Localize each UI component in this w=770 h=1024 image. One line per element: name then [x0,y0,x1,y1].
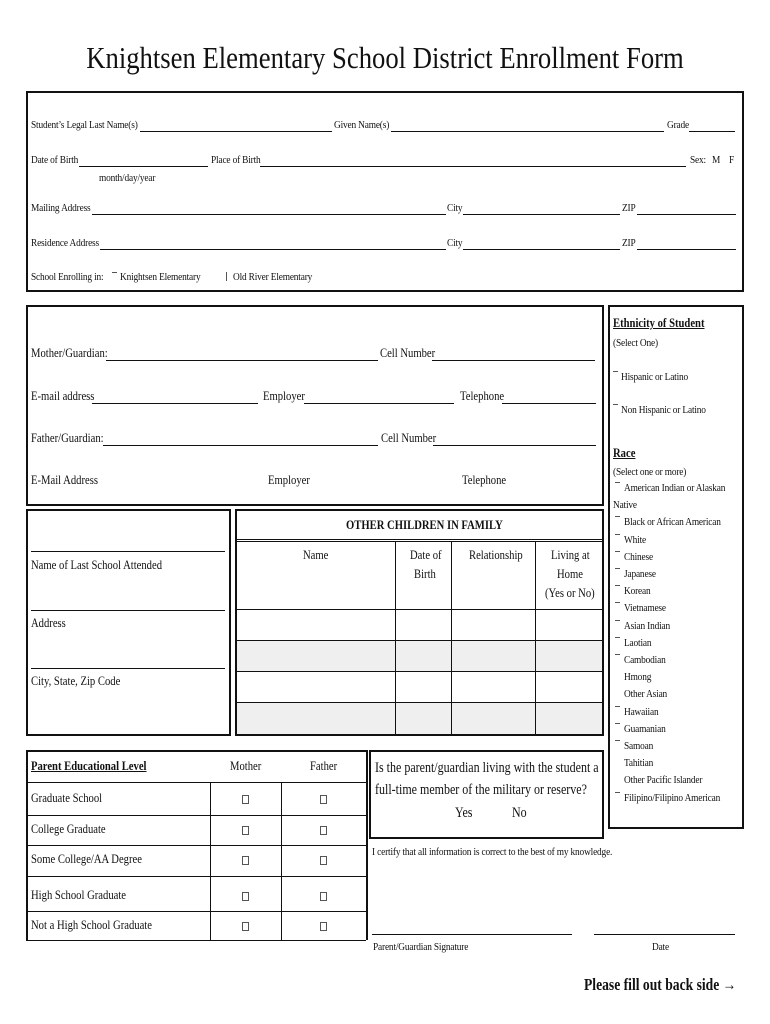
father-field[interactable] [103,445,378,446]
last-name-field[interactable] [140,131,332,132]
page-title: Knightsen Elementary School District Enrollment Form [86,40,684,75]
education-father-col: Father [310,759,338,773]
race-option-checkbox[interactable] [615,792,620,795]
arrow-right-icon: → [722,975,737,994]
education-heading: Parent Educational Level [31,759,147,773]
race-option-label: Samoan [624,740,654,752]
education-row-label: College Graduate [31,822,106,836]
father-label: Father/Guardian: [31,431,104,445]
given-name-field[interactable] [391,131,664,132]
mother-cell-field[interactable] [432,360,595,361]
children-row-shade [237,703,602,734]
residence-zip-label: ZIP [622,237,636,249]
military-question-2: full-time member of the military or reserve? [375,782,587,798]
footer-note [584,975,736,995]
mailing-zip-label: ZIP [622,202,636,214]
race-option-checkbox[interactable] [615,568,620,571]
ethnicity-option-checkbox[interactable] [613,371,618,374]
education-mother-checkbox[interactable] [242,922,249,931]
mother-field[interactable] [106,360,378,361]
mailing-address-field[interactable] [92,214,446,215]
race-option-label: Other Pacific Islander [624,774,703,787]
education-father-checkbox[interactable] [320,892,327,901]
race-option-label: Laotian [624,636,652,649]
pob-field[interactable] [260,166,686,167]
father-cell-label: Cell Number [381,431,437,445]
signature-field[interactable] [372,934,572,935]
email2-label: E-Mail Address [31,473,98,487]
sex-option-f[interactable]: F [729,154,735,166]
pob-label: Place of Birth [211,154,261,166]
race-option-label: Tahitian [624,757,654,770]
race-option-checkbox[interactable] [615,654,620,657]
residence-address-field[interactable] [100,249,446,250]
race-option-checkbox[interactable] [615,585,620,588]
dob-field[interactable] [79,166,208,167]
race-option-label: Other Asian [624,688,668,701]
school-option-oldriver-checkbox[interactable] [226,272,230,281]
education-father-checkbox[interactable] [320,795,327,804]
dob-hint: month/day/year [99,172,156,184]
school-csz-label: City, State, Zip Code [31,674,121,688]
education-row-label: High School Graduate [31,888,127,902]
residence-city-label: City [447,237,463,249]
education-father-checkbox[interactable] [320,856,327,865]
race-option-label: American Indian or Alaskan [624,482,726,494]
race-heading: Race [613,446,636,460]
military-no-option[interactable]: No [512,805,527,821]
race-option-label: Japanese [624,568,656,580]
grade-field[interactable] [689,131,735,132]
ethnicity-hint: (Select One) [613,337,658,349]
last-name-label: Student’s Legal Last Name(s) [31,119,138,131]
ethnicity-heading: Ethnicity of Student [613,316,705,330]
education-mother-checkbox[interactable] [242,795,249,804]
mailing-address-label: Mailing Address [31,202,91,214]
education-row-label: Not a High School Graduate [31,918,152,932]
employer2-label: Employer [268,473,310,487]
race-option-checkbox[interactable] [615,740,620,743]
date-field[interactable] [594,934,735,935]
race-option-checkbox[interactable] [615,723,620,726]
school-option-knightsen-checkbox[interactable] [112,272,117,275]
ethnicity-option-label: Non Hispanic or Latino [621,404,706,416]
col-dob-1: Date of [410,548,442,562]
mother-cell-label: Cell Number [380,346,436,360]
school-csz-field[interactable] [31,668,225,669]
education-row-label: Graduate School [31,791,103,805]
sex-option-m[interactable]: M [712,154,721,166]
email-field[interactable] [92,403,258,404]
mailing-zip-field[interactable] [637,214,736,215]
race-option-checkbox[interactable] [615,620,620,623]
col-home-3: (Yes or No) [545,586,595,600]
ethnicity-option-label: Hispanic or Latino [621,371,689,383]
race-option-label: Chinese [624,550,653,563]
race-option-checkbox[interactable] [615,602,620,605]
date-label: Date [652,941,669,953]
employer-label: Employer [263,389,305,403]
signature-label: Parent/Guardian Signature [373,941,469,953]
race-option-checkbox[interactable] [615,551,620,554]
col-home-2: Home [557,567,583,581]
email-label: E-mail address [31,389,95,403]
col-dob-2: Birth [414,567,436,581]
race-option-label: Filipino/Filipino American [624,791,721,804]
residence-city-field[interactable] [463,249,620,250]
school-address-label: Address [31,616,66,630]
race-option-checkbox[interactable] [615,637,620,640]
race-option-label: Hawaiian [624,705,659,718]
race-hint: (Select one or more) [613,466,687,478]
telephone-label: Telephone [460,389,505,403]
race-option-label: Asian Indian [624,619,671,632]
sex-label: Sex: [690,154,706,166]
school-address-field[interactable] [31,610,225,611]
last-school-field[interactable] [31,551,225,552]
education-mother-checkbox[interactable] [242,856,249,865]
col-relationship: Relationship [469,548,523,562]
military-question-1: Is the parent/guardian living with the student a [375,760,599,776]
school-enrolling-label: School Enrolling in: [31,271,104,283]
residence-address-label: Residence Address [31,237,99,249]
race-option-label: Native [613,499,637,512]
col-name: Name [303,548,329,562]
school-option-oldriver: Old River Elementary [233,271,313,283]
mother-label: Mother/Guardian: [31,346,108,360]
father-cell-field[interactable] [433,445,596,446]
race-option-label: Black or African American [624,516,721,529]
military-yes-option[interactable]: Yes [455,805,473,821]
dob-label: Date of Birth [31,154,79,166]
race-option-label: Guamanian [624,722,666,735]
footer-text: Please fill out back side [584,975,720,994]
guardian-section [26,305,604,506]
mailing-city-label: City [447,202,463,214]
certify-text: I certify that all information is correct to the best of my knowledge. [372,846,613,858]
race-option-checkbox[interactable] [615,516,620,519]
telephone2-label: Telephone [462,473,507,487]
education-father-checkbox[interactable] [320,826,327,835]
race-option-checkbox[interactable] [615,482,620,485]
school-option-knightsen: Knightsen Elementary [120,271,201,283]
children-heading: OTHER CHILDREN IN FAMILY [346,518,503,532]
education-mother-checkbox[interactable] [242,826,249,835]
race-option-label: Hmong [624,671,652,684]
education-mother-checkbox[interactable] [242,892,249,901]
race-option-checkbox[interactable] [615,534,620,537]
children-row-shade [237,641,602,671]
col-home-1: Living at [551,548,590,562]
given-name-label: Given Name(s) [334,119,390,131]
race-option-checkbox[interactable] [615,706,620,709]
race-option-label: White [624,533,647,546]
residence-zip-field[interactable] [637,249,736,250]
education-row-label: Some College/AA Degree [31,852,142,866]
employer-field[interactable] [304,403,454,404]
race-option-label: Korean [624,585,651,598]
race-option-label: Cambodian [624,654,666,666]
grade-label: Grade [667,119,689,131]
race-option-label: Vietnamese [624,602,666,615]
education-mother-col: Mother [230,759,262,773]
telephone-field[interactable] [502,403,596,404]
last-school-label: Name of Last School Attended [31,558,163,572]
mailing-city-field[interactable] [463,214,620,215]
education-father-checkbox[interactable] [320,922,327,931]
ethnicity-option-checkbox[interactable] [613,404,618,407]
